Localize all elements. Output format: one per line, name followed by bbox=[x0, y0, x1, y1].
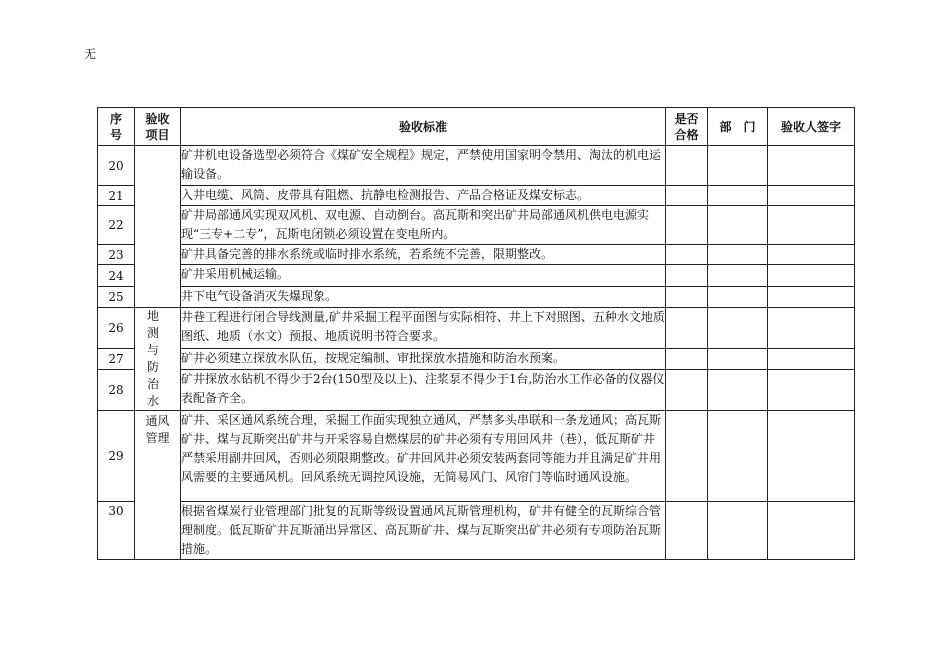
criteria-cell: 入井电缆、风筒、皮带具有阻燃、抗静电检测报告、产品合格证及煤安标志。 bbox=[181, 186, 666, 206]
criteria-cell: 井巷工程进行闭合导线测量,矿井采掘工程平面图与实际相符、井上下对照图、五种水文地质图纸、地质（水文）预报、地质说明书符合要求。 bbox=[181, 308, 666, 349]
signature-cell bbox=[768, 245, 855, 265]
department-cell bbox=[708, 411, 768, 502]
signature-cell bbox=[768, 411, 855, 502]
department-cell bbox=[708, 206, 768, 245]
department-cell bbox=[708, 348, 768, 370]
item-cell-ventilation: 通风 管理 bbox=[135, 411, 181, 560]
table-row bbox=[98, 411, 855, 502]
criteria-cell: 矿井采用机械运输。 bbox=[181, 265, 666, 287]
acceptance-table bbox=[97, 107, 855, 560]
qualified-cell bbox=[666, 287, 708, 308]
criteria-cell: 矿井局部通风实现双风机、双电源、自动倒台。高瓦斯和突出矿井局部通风机供电电源实现“三专+二专”，瓦斯电闭锁必须设置在变电所内。 bbox=[181, 206, 666, 245]
department-cell bbox=[708, 370, 768, 411]
signature-cell bbox=[768, 502, 855, 560]
signature-cell bbox=[768, 186, 855, 206]
seq-cell: 22 bbox=[98, 206, 135, 245]
qualified-cell bbox=[666, 245, 708, 265]
department-cell bbox=[708, 265, 768, 287]
seq-cell: 24 bbox=[98, 265, 135, 287]
department-cell bbox=[708, 308, 768, 349]
qualified-cell bbox=[666, 146, 708, 186]
signature-cell bbox=[768, 370, 855, 411]
department-cell bbox=[708, 146, 768, 186]
criteria-cell: 矿井必须建立探放水队伍，按规定编制、审批探放水措施和防治水预案。 bbox=[181, 348, 666, 370]
table-row bbox=[98, 308, 855, 349]
signature-cell bbox=[768, 265, 855, 287]
criteria-cell: 矿井、采区通风系统合理，采掘工作面实现独立通风，严禁多头串联和一条龙通风；高瓦斯矿井、煤与瓦斯突出矿井与开采容易自燃煤层的矿井必须有专用回风井（巷），低瓦斯矿井严禁采用副井回风，否则必须限期整改。矿井回风井必须安装两套同等能力并且满足矿井用风需要的主要通风机。回风系统无调控风设施，无简易风门、风帘门等临时通风设施。 bbox=[181, 411, 666, 502]
seq-cell: 26 bbox=[98, 308, 135, 349]
criteria-cell: 根据省煤炭行业管理部门批复的瓦斯等级设置通风瓦斯管理机构，矿井有健全的瓦斯综合管理制度。低瓦斯矿井瓦斯涌出异常区、高瓦斯矿井、煤与瓦斯突出矿井必须有专项防治瓦斯措施。 bbox=[181, 502, 666, 560]
header-department: 部 门 bbox=[708, 108, 768, 146]
qualified-cell bbox=[666, 370, 708, 411]
criteria-cell: 矿井探放水钻机不得少于2台(150型及以上)、注浆泵不得少于1台,防治水工作必备的仪器仪表配备齐全。 bbox=[181, 370, 666, 411]
header-standard: 验收标准 bbox=[181, 108, 666, 146]
seq-cell: 29 bbox=[98, 411, 135, 502]
signature-cell bbox=[768, 308, 855, 349]
department-cell bbox=[708, 245, 768, 265]
header-row bbox=[98, 108, 855, 146]
table-row bbox=[98, 348, 855, 370]
table-row bbox=[98, 186, 855, 206]
department-cell bbox=[708, 287, 768, 308]
table-row bbox=[98, 502, 855, 560]
header-item: 验收 项目 bbox=[135, 108, 181, 146]
signature-cell bbox=[768, 206, 855, 245]
qualified-cell bbox=[666, 502, 708, 560]
qualified-cell bbox=[666, 206, 708, 245]
qualified-cell bbox=[666, 265, 708, 287]
item-cell-electromech bbox=[135, 146, 181, 308]
seq-cell: 30 bbox=[98, 502, 135, 560]
header-qualified: 是否 合格 bbox=[666, 108, 708, 146]
criteria-cell: 矿井机电设备选型必须符合《煤矿安全规程》规定，严禁使用国家明令禁用、淘汰的机电运输设备。 bbox=[181, 146, 666, 186]
signature-cell bbox=[768, 348, 855, 370]
header-seq: 序 号 bbox=[98, 108, 135, 146]
criteria-cell: 井下电气设备消灭失爆现象。 bbox=[181, 287, 666, 308]
seq-cell: 25 bbox=[98, 287, 135, 308]
table-row bbox=[98, 370, 855, 411]
seq-cell: 23 bbox=[98, 245, 135, 265]
qualified-cell bbox=[666, 348, 708, 370]
department-cell bbox=[708, 186, 768, 206]
table-row bbox=[98, 146, 855, 186]
seq-cell: 27 bbox=[98, 348, 135, 370]
signature-cell bbox=[768, 287, 855, 308]
table-row bbox=[98, 287, 855, 308]
department-cell bbox=[708, 502, 768, 560]
item-cell-geo-water: 地 测 与 防 治 水 bbox=[135, 308, 181, 411]
seq-cell: 21 bbox=[98, 186, 135, 206]
header-signature: 验收人签字 bbox=[768, 108, 855, 146]
qualified-cell bbox=[666, 308, 708, 349]
criteria-cell: 矿井具备完善的排水系统或临时排水系统，若系统不完善，限期整改。 bbox=[181, 245, 666, 265]
corner-note: 无 bbox=[84, 47, 97, 61]
table-row bbox=[98, 206, 855, 245]
qualified-cell bbox=[666, 186, 708, 206]
seq-cell: 20 bbox=[98, 146, 135, 186]
signature-cell bbox=[768, 146, 855, 186]
seq-cell: 28 bbox=[98, 370, 135, 411]
qualified-cell bbox=[666, 411, 708, 502]
table-row bbox=[98, 265, 855, 287]
table-row bbox=[98, 245, 855, 265]
